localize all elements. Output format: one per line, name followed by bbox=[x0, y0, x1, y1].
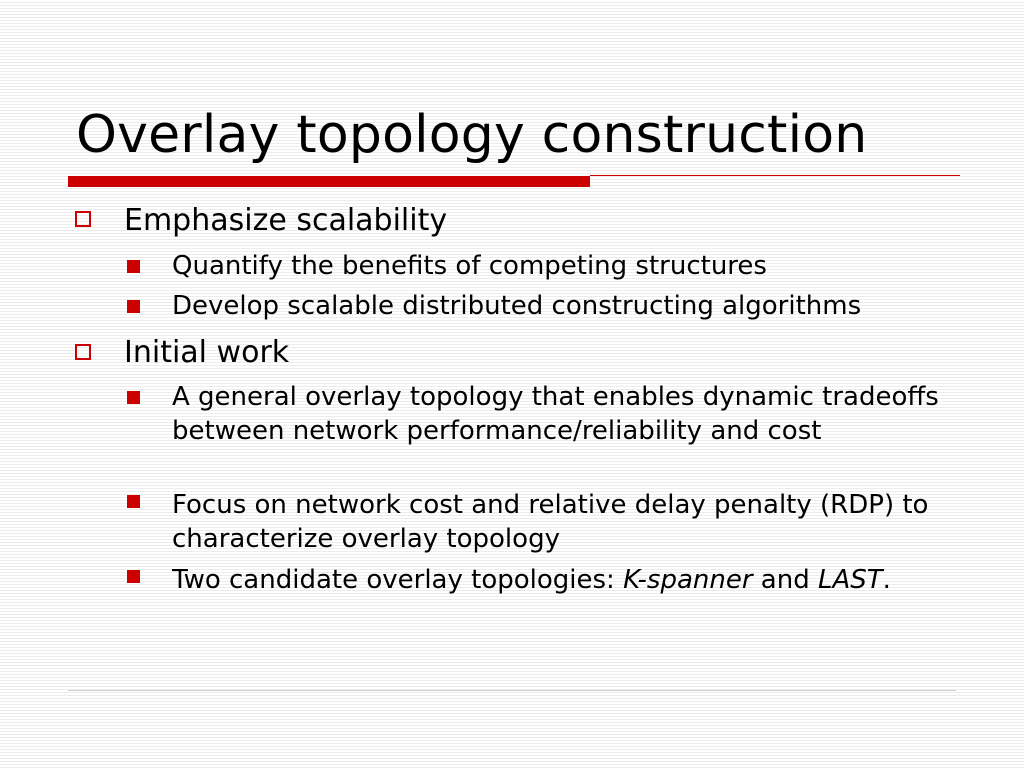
filled-square-bullet-icon bbox=[127, 495, 140, 508]
bullet-text-plain: Two candidate overlay topologies: bbox=[172, 565, 624, 595]
filled-square-bullet-icon bbox=[127, 570, 140, 583]
filled-square-bullet-icon bbox=[127, 300, 140, 313]
filled-square-bullet-icon bbox=[127, 391, 140, 404]
hollow-square-bullet-icon bbox=[75, 344, 91, 360]
bullet-level1: Emphasize scalability bbox=[124, 203, 448, 238]
bullet-level1: Initial work bbox=[124, 335, 290, 370]
bullet-text-italic: K-spanner bbox=[623, 565, 753, 595]
bullet-text-plain: . bbox=[882, 565, 891, 595]
bullet-text-plain: and bbox=[752, 565, 818, 595]
footer-divider bbox=[68, 690, 956, 691]
bullet-level2 bbox=[172, 563, 1002, 597]
bullet-level2: Quantify the benefits of competing structures bbox=[172, 251, 767, 281]
bullet-text-italic: LAST bbox=[817, 565, 883, 595]
filled-square-bullet-icon bbox=[127, 260, 140, 273]
hollow-square-bullet-icon bbox=[75, 211, 91, 227]
bullet-level2: Develop scalable distributed constructing algorithms bbox=[172, 291, 862, 321]
bullet-level2: Focus on network cost and relative delay penalty (RDP) to characterize overlay topology bbox=[172, 490, 929, 554]
slide-title: Overlay topology construction bbox=[76, 105, 868, 165]
title-underline-thin bbox=[590, 175, 960, 176]
title-underline-thick bbox=[68, 176, 590, 187]
bullet-level2: A general overlay topology that enables dynamic tradeoffs between network performance/reliability and cost bbox=[172, 382, 939, 446]
